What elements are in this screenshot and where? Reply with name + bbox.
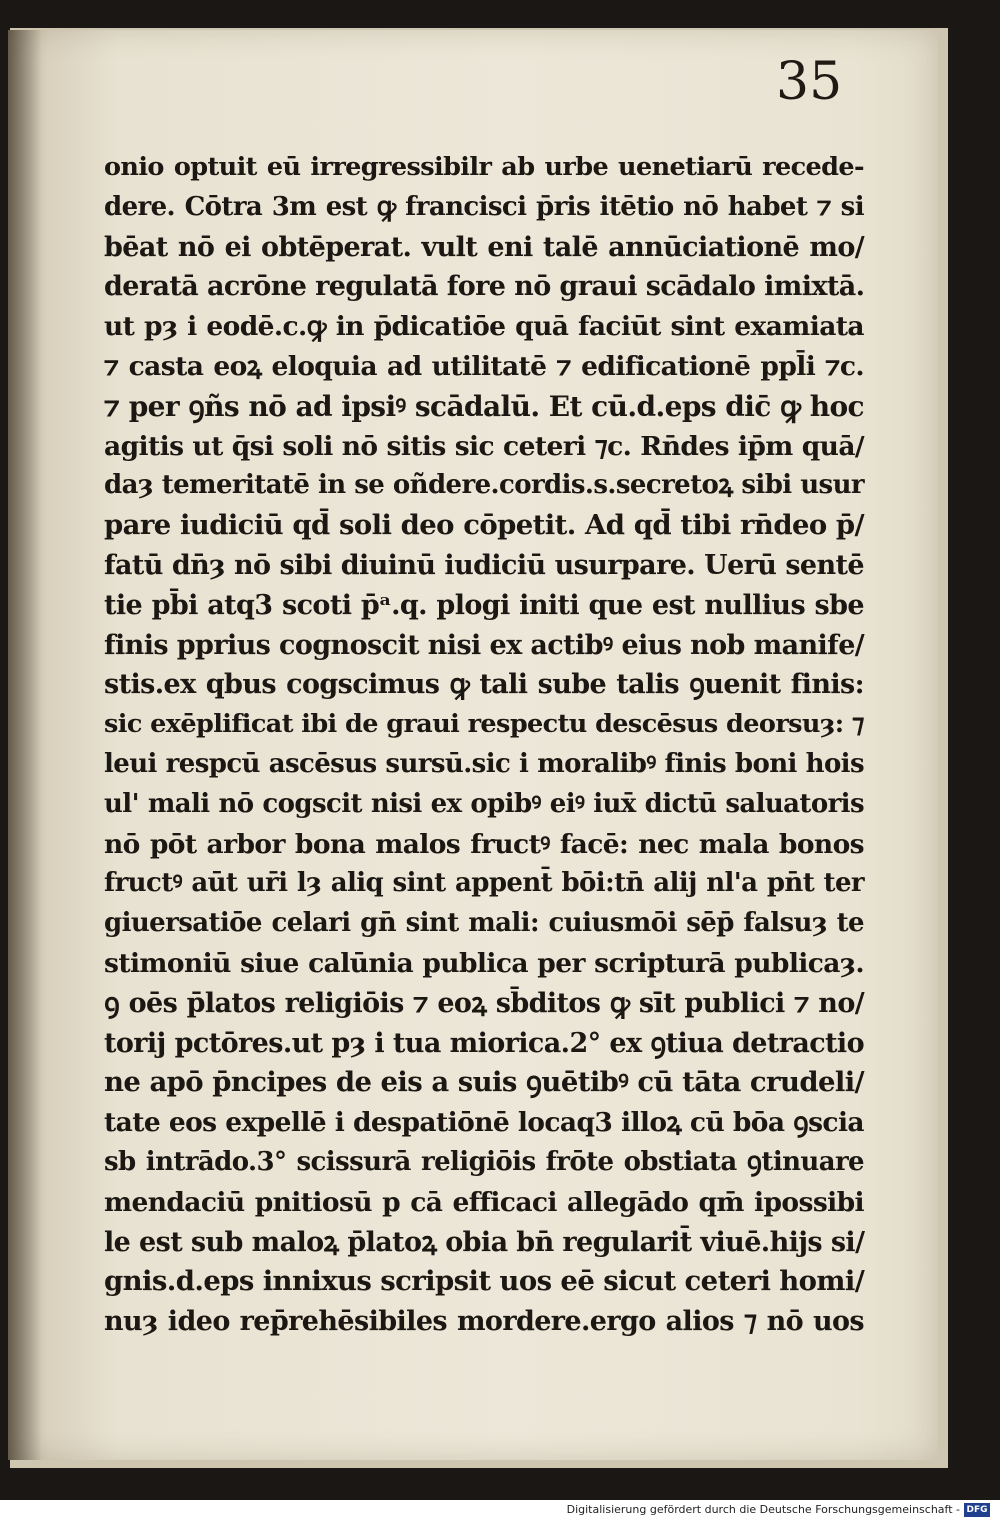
- page-gutter-shadow: [8, 30, 42, 1460]
- text-line: dere. Cōtra 3m est ꝙ francisci p̄ris itētio nō habet ⁊ si: [104, 191, 864, 222]
- text-line: nuȝ ideo rep̄rehēsibiles mordere.ergo alios ⁊ nō uos: [104, 1306, 864, 1338]
- text-block: [104, 148, 864, 1342]
- text-line: finis pprius cognoscit nisi ex actibꝰ eius nob manife/: [104, 629, 865, 661]
- text-line: pare iudiciū qd̄ soli deo cōpetit. Ad qd̄ tibi rn̄deo p̄/: [104, 509, 864, 542]
- text-line: tie pb̄i atq3 scoti p̄ᵃ.q. plogi initi que est nullius sbe: [104, 589, 864, 621]
- text-line: sic exēplificat ibi de graui respectu descēsus deorsuȝ: ⁊: [104, 709, 864, 740]
- text-line: ne apō p̄ncipes de eis a suis ꝯuētibꝰ cū tāta crudeli/: [104, 1066, 864, 1099]
- text-line: ⁊ casta eoꝝ eloquia ad utilitatē ⁊ edificationē ppl̄i ⁊c.: [104, 350, 864, 382]
- text-line: torij pctōres.ut pȝ i tua miorica.2° ex ꝯtiua detractio: [104, 1027, 864, 1059]
- text-line: ꝯ oēs p̄latos religiōis ⁊ eoꝝ sb̄ditos ꝙ sīt publici ⁊ no/: [104, 987, 864, 1019]
- text-line: mendaciū pnitiosū p cā efficaci allegādo qm̄ ipossibi: [104, 1186, 864, 1218]
- text-line: ul' mali nō cogscit nisi ex opibꝰ eiꝰ iux̄ dictū saluatoris: [104, 788, 864, 819]
- text-line: sb intrādo.3° scissurā religiōis frōte obstiata ꝯtinuare: [104, 1146, 864, 1177]
- text-line: agitis ut q̄si soli nō sitis sic ceteri ⁊c. Rn̄des ip̄m quā/: [104, 430, 864, 462]
- folio-number: 35: [776, 52, 843, 112]
- digitization-credit: Digitalisierung gefördert durch die Deutsche Forschungsgemeinschaft -: [566, 1503, 960, 1516]
- text-line: tate eos expellē i despatiōnē locaq3 illoꝝ cū bōa ꝯscia: [104, 1107, 864, 1139]
- text-line: leui respcū ascēsus sursū.sic i moralibꝰ finis boni hois: [104, 748, 864, 779]
- text-line: onio optuit eū irregressibilr ab urbe uenetiarū recede-: [104, 152, 864, 182]
- text-line: daȝ temeritatē in se oñdere.cordis.s.secretoꝝ sibi usur: [104, 470, 864, 501]
- text-line: giuersatiōe celari gn̄ sint mali: cuiusmōi sēp̄ falsuȝ te: [104, 908, 864, 939]
- text-line: fructꝰ aūt ur̄i lȝ aliq sint appent̄ bōi:tn̄ alij nl'a pn̄t ter: [104, 868, 864, 899]
- dfg-logo: DFG: [964, 1503, 990, 1517]
- text-line: gnis.d.eps innixus scripsit uos eē sicut ceteri homi/: [104, 1265, 865, 1298]
- text-line: deratā acrōne regulatā fore nō graui scādalo imixtā.: [104, 271, 865, 303]
- text-line: le est sub maloꝝ p̄latoꝝ obia bn̄ regularit̄ viuē.hijs si/: [104, 1226, 865, 1258]
- text-line: ut pȝ i eodē.c.ꝙ in p̄dicatiōe quā faciūt sint examiata: [104, 311, 864, 343]
- text-line: stimoniū siue calūnia publica per scripturā publicaȝ.: [104, 947, 864, 979]
- text-line: stis.ex qbus cogscimus ꝙ tali sube talis ꝯuenit finis:: [104, 669, 864, 701]
- text-line: nō pōt arbor bona malos fructꝰ facē: nec mala bonos: [104, 828, 864, 860]
- text-line: bēat nō ei obtēperat. vult eni talē annūciationē mo/: [104, 231, 864, 263]
- text-line: ⁊ per ꝯñs nō ad ipsiꝰ scādalū. Et cū.d.eps dic̄ ꝙ hoc: [104, 389, 864, 423]
- text-line: fatū dn̄ȝ nō sibi diuinū iudiciū usurpare. Uerū sentē: [104, 549, 864, 581]
